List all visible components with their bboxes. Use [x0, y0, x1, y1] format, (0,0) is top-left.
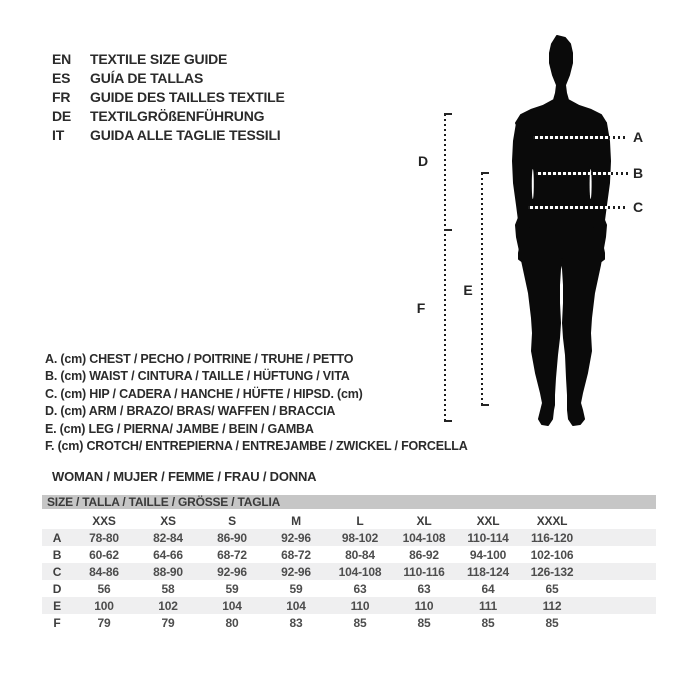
legend-item: B. (cm) WAIST / CINTURA / TAILLE / HÜFTUNG / VITA [45, 369, 350, 384]
size-value-cell: 98-102 [341, 530, 379, 545]
language-row [52, 106, 285, 125]
size-header-text: SIZE / TALLA / TAILLE / GRÖSSE / TAGLIA [47, 495, 281, 509]
legend-item: F. (cm) CROTCH/ ENTREPIERNA / ENTREJAMBE / ZWICKEL / FORCELLA [45, 439, 468, 454]
size-value-cell: 85 [417, 615, 431, 630]
size-value-cell: 82-84 [153, 530, 183, 545]
size-value-cell: 104 [286, 598, 306, 613]
measure-tick [481, 172, 489, 174]
row-label: A [52, 530, 62, 545]
size-value-cell: 100 [94, 598, 114, 613]
legend-item: A. (cm) CHEST / PECHO / POITRINE / TRUHE / PETTO [45, 351, 354, 366]
size-value-cell: 79 [161, 615, 175, 630]
row-label: C [52, 564, 62, 579]
size-value-cell: 63 [353, 581, 367, 596]
size-value-cell: 110 [414, 598, 434, 613]
size-value-cell: 85 [353, 615, 367, 630]
measure-label-arm: D [417, 153, 429, 169]
size-col-header: S [228, 513, 236, 528]
size-value-cell: 84-86 [89, 564, 119, 579]
size-value-cell: 92-96 [217, 564, 247, 579]
measure-tick [444, 113, 452, 115]
table-row [42, 529, 656, 546]
size-value-cell: 59 [225, 581, 239, 596]
measure-tick [444, 229, 452, 231]
size-value-cell: 116-120 [531, 530, 573, 545]
waist-measure-line [536, 172, 628, 175]
size-value-cell: 65 [545, 581, 559, 596]
size-value-cell: 104 [222, 598, 242, 613]
row-label: F [53, 615, 61, 630]
legend-item: E. (cm) LEG / PIERNA/ JAMBE / BEIN / GAMBA [45, 421, 314, 436]
size-value-cell: 56 [97, 581, 111, 596]
size-value-cell: 85 [545, 615, 559, 630]
language-title: GUIDA ALLE TAGLIE TESSILI [90, 126, 281, 143]
row-label: E [53, 598, 61, 613]
size-value-cell: 68-72 [281, 547, 311, 562]
hip-measure-line [528, 206, 628, 209]
woman-silhouette [505, 33, 615, 428]
size-value-cell: 60-62 [89, 547, 119, 562]
size-value-cell: 118-124 [467, 564, 509, 579]
size-value-cell: 110-116 [403, 564, 445, 579]
language-title: GUÍA DE TALLAS [90, 69, 204, 86]
language-code: FR [52, 88, 71, 105]
size-value-cell: 94-100 [469, 547, 507, 562]
legend-item: C. (cm) HIP / CADERA / HANCHE / HÜFTE / HIPSD. (cm) [45, 386, 363, 401]
size-value-cell: 104-108 [402, 530, 446, 545]
size-value-cell: 110-114 [467, 530, 509, 545]
table-row [42, 614, 656, 631]
language-title: TEXTILE SIZE GUIDE [90, 50, 228, 67]
size-value-cell: 126-132 [530, 564, 574, 579]
chest-measure-line [533, 136, 628, 139]
size-col-header: L [356, 513, 364, 528]
size-col-header: XS [160, 513, 176, 528]
size-value-cell: 85 [481, 615, 495, 630]
row-label: B [52, 547, 62, 562]
size-value-cell: 58 [161, 581, 175, 596]
size-value-cell: 92-96 [281, 564, 311, 579]
table-row [42, 546, 656, 563]
language-code: IT [52, 126, 65, 143]
size-value-cell: 102 [158, 598, 178, 613]
size-value-cell: 110 [350, 598, 370, 613]
size-value-cell: 64-66 [153, 547, 183, 562]
size-col-header: XXL [476, 513, 500, 528]
size-value-cell: 79 [97, 615, 111, 630]
size-header-bar [42, 495, 656, 509]
language-title: TEXTILGRÖßENFÜHRUNG [90, 107, 265, 124]
language-row [52, 49, 285, 68]
legend-item: D. (cm) ARM / BRAZO/ BRAS/ WAFFEN / BRACCIA [45, 404, 336, 419]
size-value-cell: 104-108 [338, 564, 382, 579]
size-value-cell: 102-106 [530, 547, 574, 562]
size-table-header-row [42, 512, 656, 529]
size-col-header: XL [416, 513, 432, 528]
size-table [42, 512, 656, 631]
size-col-header: XXXL [536, 513, 568, 528]
size-value-cell: 80-84 [345, 547, 375, 562]
size-col-header: XXS [92, 513, 116, 528]
measurement-legend [45, 350, 468, 455]
size-col-header: M [291, 513, 301, 528]
language-row [52, 87, 285, 106]
measure-label-chest: A [632, 129, 644, 145]
size-value-cell: 86-92 [409, 547, 439, 562]
size-value-cell: 78-80 [89, 530, 119, 545]
row-label: D [52, 581, 62, 596]
size-value-cell: 111 [478, 598, 498, 613]
measure-label-leg: E [463, 282, 473, 298]
measure-tick [481, 404, 489, 406]
size-value-cell: 83 [289, 615, 303, 630]
size-value-cell: 112 [542, 598, 562, 613]
leg-measure-line [481, 173, 483, 405]
language-title: GUIDE DES TAILLES TEXTILE [90, 88, 285, 105]
language-code: DE [52, 107, 72, 124]
size-value-cell: 68-72 [217, 547, 247, 562]
language-code: EN [52, 50, 72, 67]
language-row [52, 125, 285, 144]
measure-label-hip: C [632, 199, 644, 215]
size-value-cell: 80 [225, 615, 239, 630]
measure-label-crotch: F [416, 300, 426, 316]
size-value-cell: 92-96 [281, 530, 311, 545]
table-row [42, 580, 656, 597]
gender-line: WOMAN / MUJER / FEMME / FRAU / DONNA [52, 469, 317, 484]
size-value-cell: 63 [417, 581, 431, 596]
measure-label-waist: B [632, 165, 644, 181]
language-code: ES [52, 69, 71, 86]
table-row [42, 597, 656, 614]
size-value-cell: 64 [481, 581, 495, 596]
table-row [42, 563, 656, 580]
language-row [52, 68, 285, 87]
size-value-cell: 88-90 [153, 564, 183, 579]
language-title-list [52, 49, 285, 144]
size-value-cell: 59 [289, 581, 303, 596]
arm-gap-left [532, 169, 534, 199]
size-value-cell: 86-90 [217, 530, 247, 545]
